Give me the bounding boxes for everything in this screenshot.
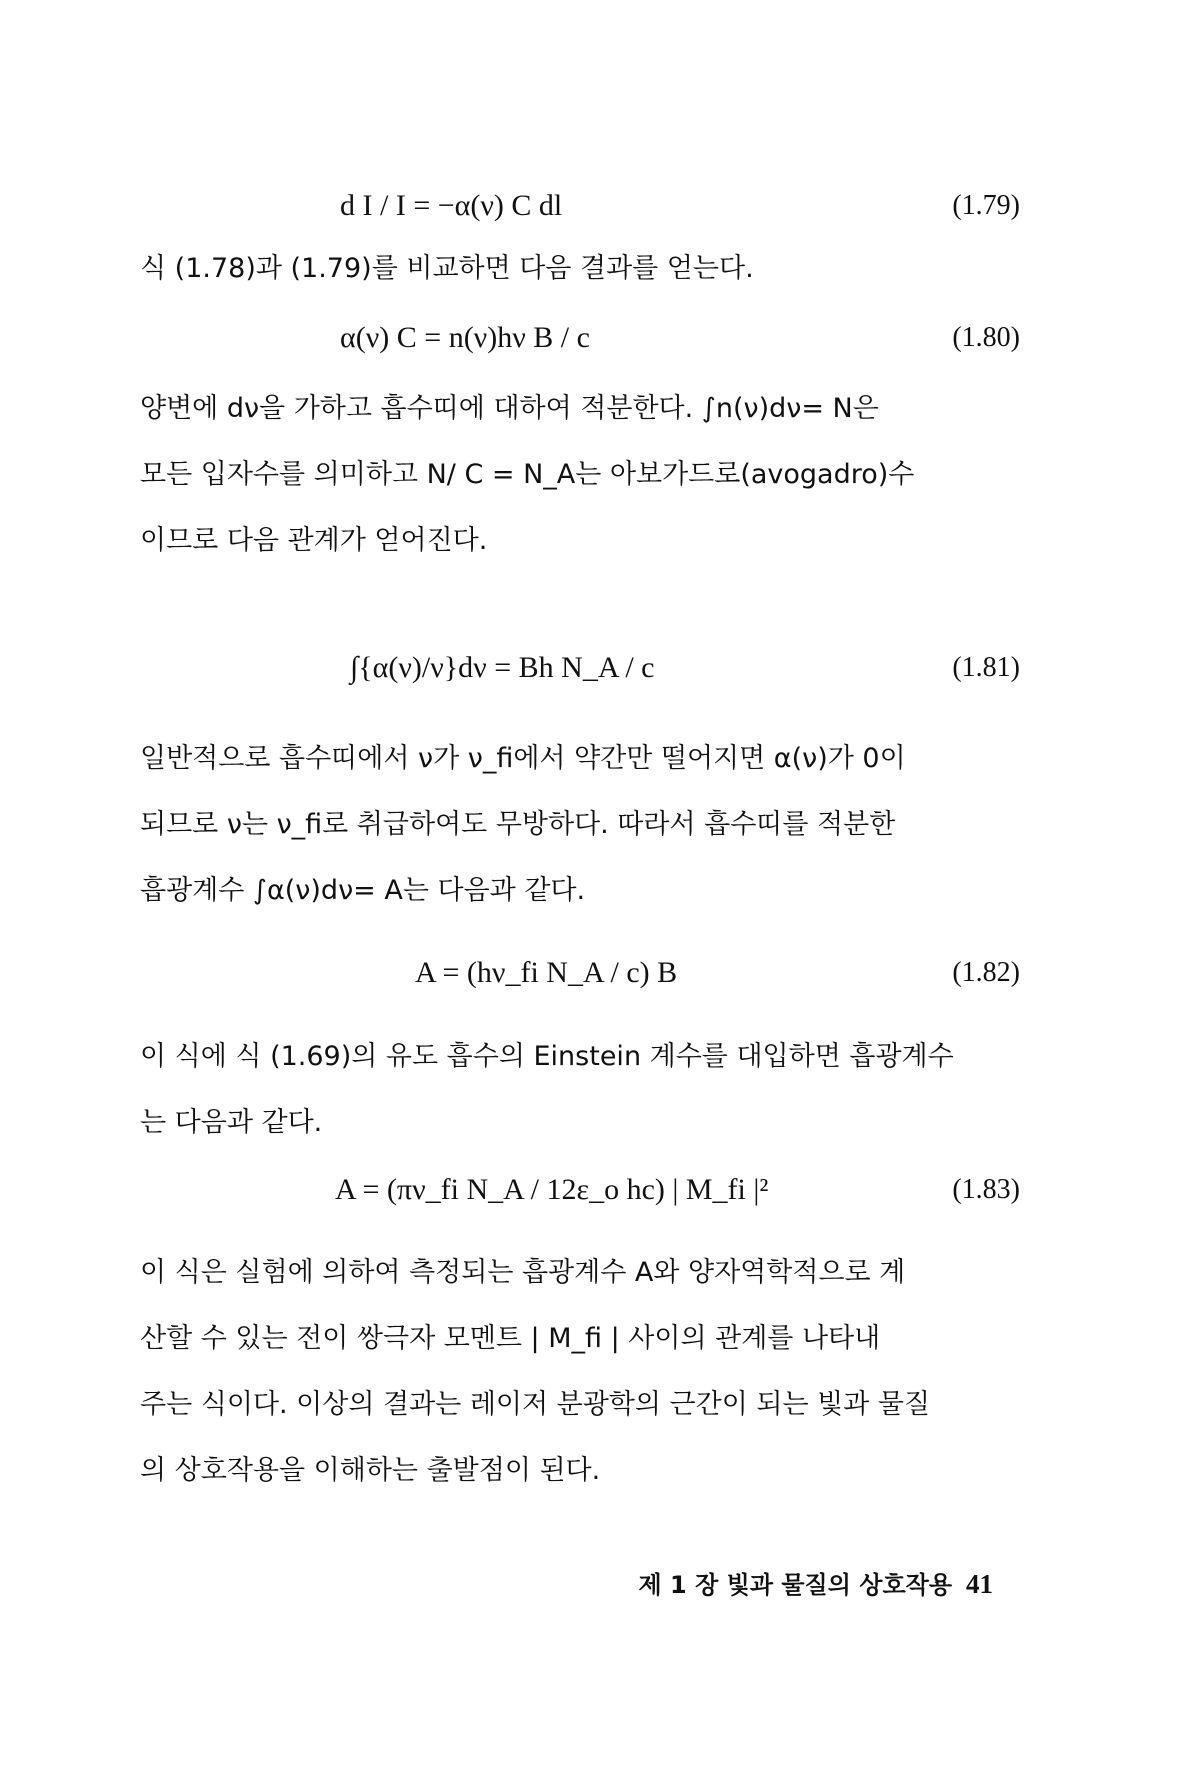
text-line: 식 (1.78)과 (1.79)를 비교하면 다음 결과를 얻는다. (140, 253, 754, 284)
text-line: 되므로 ν는 ν_fi로 취급하여도 무방하다. 따라서 흡수띠를 적분한 (140, 809, 896, 840)
page-number: 41 (966, 1569, 993, 1599)
text-line: 양변에 dν을 가하고 흡수띠에 대하여 적분한다. ∫n(ν)dν= N은 (140, 393, 879, 424)
paragraph-2 (140, 376, 1020, 574)
paragraph-1 (140, 236, 1020, 302)
text-line: 흡광계수 ∫α(ν)dν= A는 다음과 같다. (140, 875, 586, 906)
text-line: 는 다음과 같다. (140, 1107, 323, 1138)
equation-expression: A = (πν_fi N_A / 12ε_o hc) | M_fi |² (335, 1173, 769, 1206)
page-footer (639, 1565, 994, 1600)
paragraph-5 (140, 1240, 1020, 1504)
equation-1-83 (140, 1162, 1020, 1218)
text-line: 이 식에 식 (1.69)의 유도 흡수의 Einstein 계수를 대입하면 흡광계수 (140, 1041, 954, 1072)
text-line: 주는 식이다. 이상의 결과는 레이저 분광학의 근간이 되는 빛과 물질 (140, 1389, 931, 1420)
equation-1-80 (140, 310, 1020, 366)
equation-1-81 (140, 640, 1020, 696)
text-line: 산할 수 있는 전이 쌍극자 모멘트 | M_fi | 사이의 관계를 나타내 (140, 1323, 881, 1354)
equation-number: (1.81) (952, 652, 1020, 683)
equation-expression: α(ν) C = n(ν)hν B / c (340, 321, 590, 354)
equation-expression: ∫{α(ν)/ν}dν = Bh N_A / c (350, 651, 655, 684)
chapter-title: 제 1 장 빛과 물질의 상호작용 (638, 1571, 952, 1599)
equation-1-79 (140, 178, 1020, 234)
paragraph-4 (140, 1024, 1020, 1156)
text-line: 이 식은 실험에 의하여 측정되는 흡광계수 A와 양자역학적으로 계 (140, 1257, 906, 1288)
equation-number: (1.80) (952, 322, 1020, 353)
equation-number: (1.83) (952, 1174, 1020, 1205)
text-line: 일반적으로 흡수띠에서 ν가 ν_fi에서 약간만 떨어지면 α(ν)가 0이 (140, 743, 906, 774)
equation-number: (1.79) (952, 190, 1020, 221)
text-line: 의 상호작용을 이해하는 출발점이 된다. (140, 1455, 601, 1486)
equation-number: (1.82) (952, 957, 1020, 988)
paragraph-3 (140, 726, 1020, 924)
equation-expression: d I / I = −α(ν) C dl (340, 189, 563, 222)
text-line: 모든 입자수를 의미하고 N/ C = N_A는 아보가드로(avogadro)수 (140, 459, 915, 490)
equation-expression: A = (hν_fi N_A / c) B (415, 956, 678, 989)
text-line: 이므로 다음 관계가 얻어진다. (140, 525, 488, 556)
equation-1-82 (140, 945, 1020, 1001)
